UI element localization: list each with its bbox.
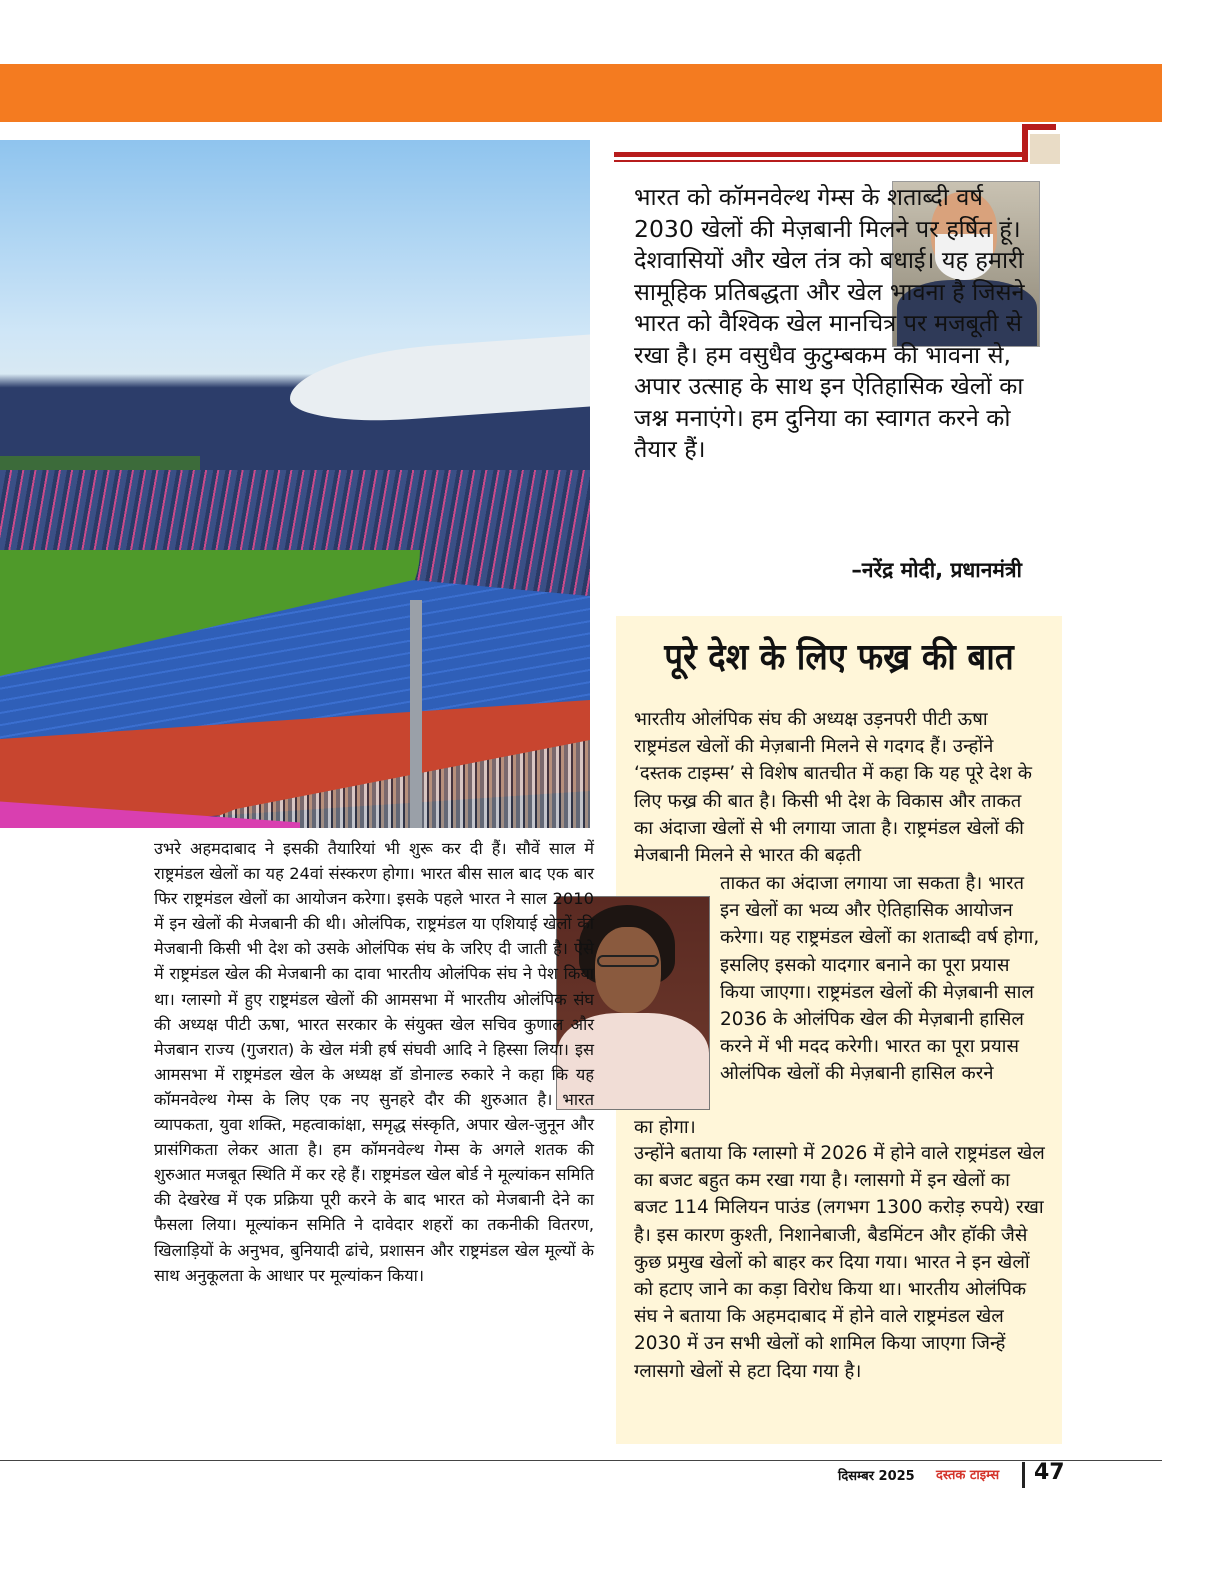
footer-divider xyxy=(1022,1462,1025,1488)
footer-rule xyxy=(0,1460,1162,1461)
quote-rule-thin xyxy=(614,160,1028,162)
quote-attribution: –नरेंद्र मोदी, प्रधानमंत्री xyxy=(851,558,1022,582)
feature-paragraph-4: उन्होंने बताया कि ग्लास्गो में 2026 में होने वाले राष्ट्रमंडल खेल का बजट बहुत कम रखा गया है। ग्लासगो में इन खेलों का बजट 114 मिलियन पाउंड (लगभग 1300 करोड़ रुपये) रखा है। इस कारण कुश्ती, निशानेबाजी, बैडमिंटन और हॉकी जैसे कुछ प्रमुख खेलों को बाहर कर दिया गया। भारत ने इन खेलों को हटाए जाने का कड़ा विरोध किया था। भारतीय ओलंपिक संघ ने बताया कि अहमदाबाद में होने वाले राष्ट्रमंडल खेल 2030 में उन सभी खेलों को शामिल किया जाएगा जिन्हें ग्लासगो खेलों से हटा दिया गया है। xyxy=(634,1143,1045,1382)
article-body: उभरे अहमदाबाद ने इसकी तैयारियां भी शुरू कर दी हैं। सौवें साल में राष्ट्रमंडल खेलों का यह 24वां संस्करण होगा। भारत बीस साल बाद एक बार फिर राष्ट्रमंडल खेलों का आयोजन करेगा। इसके पहले भारत ने साल 2010 में इन खेलों की मेजबानी की थी। ओलंपिक, राष्ट्रमंडल या एशियाई खेलों की मेजबानी किसी भी देश को उसके ओलंपिक संघ के जरिए दी जाती है। ऐसे में राष्ट्रमंडल खेल की मेजबानी का दावा भारतीय ओलंपिक संघ ने पेश किया था। ग्लास्गो में हुए राष्ट्रमंडल खेलों की आमसभा में भारतीय ओलंपिक संघ की अध्यक्ष पीटी ऊषा, भारत सरकार के संयुक्त खेल सचिव कुणाल और मेजबान राज्य (गुजरात) के खेल मंत्री हर्ष संघवी आदि ने हिस्सा लिया। इस आमसभा में राष्ट्रमंडल खेल के अध्यक्ष डॉ डोनाल्ड रुकारे ने कहा कि यह कॉमनवेल्थ गेम्स के लिए एक नए सुनहरे दौर की शुरुआत है। भारत व्यापकता, युवा शक्ति, महत्वाकांक्षा, समृद्ध संस्कृति, अपार खेल-जुनून और प्रासंगिकता लेकर आता है। हम कॉमनवेल्थ गेम्स के अगले शतक की शुरुआत मजबूत स्थिति में कर रहे हैं। राष्ट्रमंडल खेल बोर्ड ने मूल्यांकन समिति की देखरेख में एक प्रक्रिया पूरी करने के बाद भारत को मेजबानी देने का फैसला लिया। मूल्यांकन समिति ने दावेदार शहरों का तकनीकी वितरण, खिलाड़ियों के अनुभव, बुनियादी ढांचे, प्रशासन और राष्ट्रमंडल खेल मूल्यों के साथ अनुकूलता के आधार पर मूल्यांकन किया। xyxy=(154,839,594,1285)
stadium-photo xyxy=(0,140,590,828)
quote-corner-fill xyxy=(1030,134,1060,164)
feature-paragraph-2: ताकत का अंदाजा लगाया जा सकता है। भारत इन खेलों का भव्य और ऐतिहासिक आयोजन करेगा। यह राष्ट्रमंडल खेलों का शताब्दी वर्ष होगा, इसलिए इसको यादगार बनाने का पूरा प्रयास किया जाएगा। राष्ट्रमंडल खेलों की मेज़बानी साल 2036 के ओलंपिक खेल की मेज़बानी हासिल करने में भी मदद करेगी। भारत का पूरा प्रयास ओलंपिक खेलों की मेज़बानी हासिल करने xyxy=(720,873,1040,1085)
footer-magazine-logo: दस्तक टाइम्स xyxy=(936,1468,1000,1483)
feature-paragraph-1: भारतीय ओलंपिक संघ की अध्यक्ष उड़नपरी पीटी ऊषा राष्ट्रमंडल खेलों की मेज़बानी मिलने से गदगद हैं। उन्होंने ‘दस्तक टाइम्स’ से विशेष बातचीत में कहा कि यह पूरे देश के लिए फख्र की बात है। किसी भी देश के विकास और ताकत का अंदाजा खेलों से भी लगाया जाता है। राष्ट्रमंडल खेलों की मेजबानी मिलने से भारत की बढ़ती xyxy=(634,709,1032,867)
feature-headline: पूरे देश के लिए फख्र की बात xyxy=(664,637,1014,678)
pm-quote: भारत को कॉमनवेल्थ गेम्स के शताब्दी वर्ष 2030 खेलों की मेज़बानी मिलने पर हर्षित हूं। देशवासियों और खेल तंत्र को बधाई। यह हमारी सामूहिक प्रतिबद्धता और खेल भावना है जिसने भारत को वैश्विक खेल मानचित्र पर मजबूती से रखा है। हम वसुधैव कुटुम्बकम की भावना से, अपार उत्साह के साथ इन ऐतिहासिक खेलों का जश्न मनाएंगे। हम दुनिया का स्वागत करने को तैयार हैं। xyxy=(634,183,1025,463)
photo-lighting-tower xyxy=(410,600,422,828)
quote-rule xyxy=(614,152,1028,157)
footer-issue-date: दिसम्बर 2025 xyxy=(838,1469,915,1484)
page-number: 47 xyxy=(1034,1460,1065,1485)
portrait-glasses xyxy=(597,955,659,967)
photo-stadium-roof xyxy=(290,335,590,428)
portrait-face xyxy=(595,927,661,1013)
header-color-band xyxy=(0,64,1162,122)
feature-paragraph-3: का होगा। xyxy=(634,1117,696,1138)
